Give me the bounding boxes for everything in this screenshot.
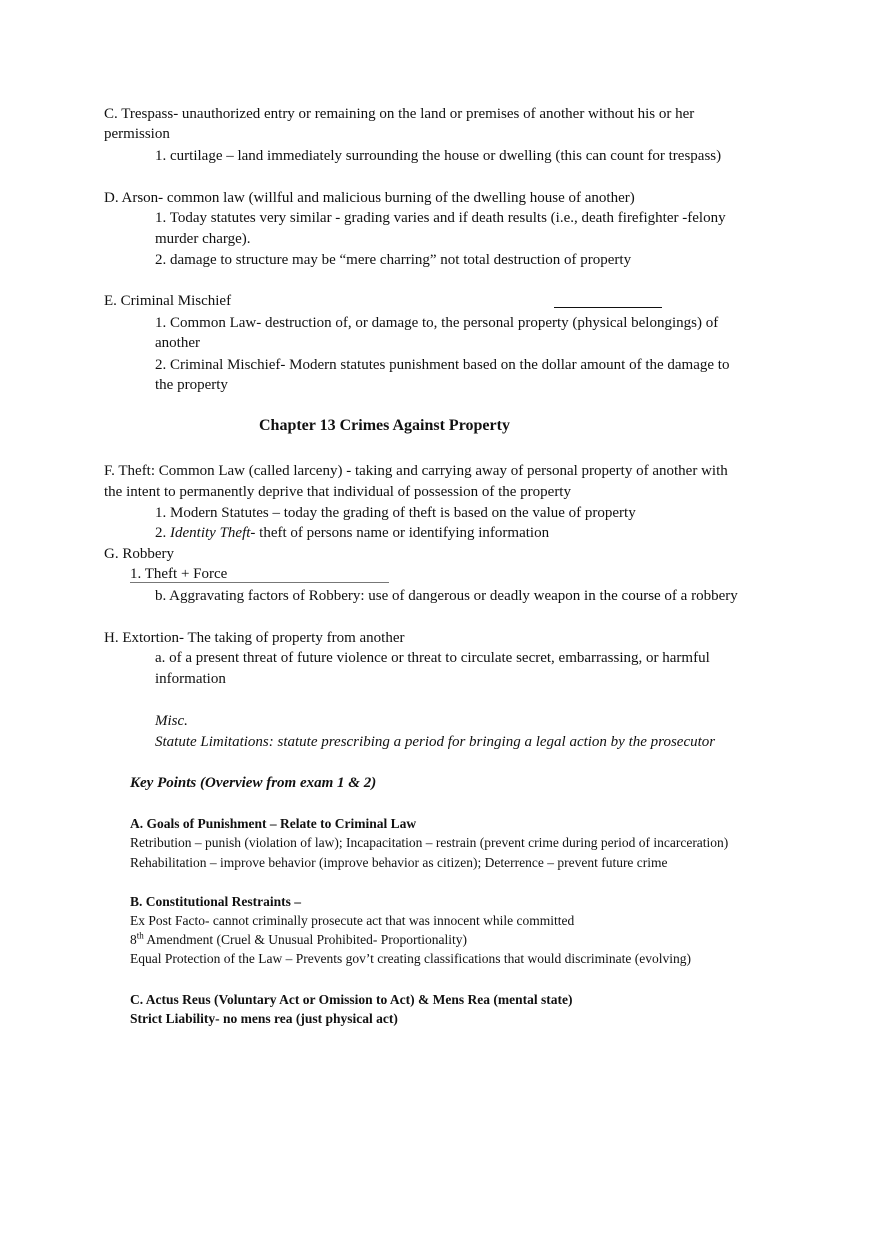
arson-item1-line1: 1. Today statutes very similar - grading varies and if death results (i.e., death firefighter -felony: [155, 210, 726, 226]
theft-item-modern-statutes: 1. Modern Statutes – today the grading of theft is based on the value of property: [155, 505, 636, 521]
mischief-heading: E. Criminal Mischief: [104, 293, 232, 309]
extortion-heading: H. Extortion- The taking of property from another: [104, 630, 405, 646]
strict-liability: Strict Liability- no mens rea (just physical act): [130, 1011, 398, 1026]
amendment-ordinal: th: [136, 930, 144, 941]
constitutional-eighth-amendment: [130, 931, 467, 949]
extortion-item-a-line1: a. of a present threat of future violence or threat to circulate secret, embarrassing, or harmful: [155, 650, 710, 666]
actus-reus-heading: C. Actus Reus (Voluntary Act or Omission to Act) & Mens Rea (mental state): [130, 992, 573, 1007]
identity-theft-definition: - theft of persons name or identifying information: [250, 525, 550, 541]
theft-item-identity-theft: [155, 524, 549, 542]
trespass-item-curtilage: 1. curtilage – land immediately surrounding the house or dwelling (this can count for trespass): [155, 148, 722, 164]
robbery-item-theft-force: 1. Theft + Force: [130, 566, 228, 582]
amendment-number: 8: [130, 932, 137, 947]
goals-line1: Retribution – punish (violation of law); Incapacitation – restrain (prevent crime during period of incarceration): [130, 835, 729, 850]
identity-theft-term: Identity Theft: [170, 525, 251, 541]
trespass-heading-line2: permission: [104, 126, 170, 142]
constitutional-heading: B. Constitutional Restraints –: [130, 894, 302, 909]
misc-statute-limitations: Statute Limitations: statute prescribing a period for bringing a legal action by the prosecutor: [155, 734, 716, 750]
robbery-heading: G. Robbery: [104, 546, 174, 562]
trespass-heading-line1: C. Trespass- unauthorized entry or remaining on the land or premises of another without his or her: [104, 106, 695, 122]
extortion-item-a-line2: information: [155, 671, 226, 687]
robbery-underline: [130, 582, 389, 583]
mischief-item2-line1: 2. Criminal Mischief- Modern statutes punishment based on the dollar amount of the damage to: [155, 357, 730, 373]
theft-heading-line1: F. Theft: Common Law (called larceny) - taking and carrying away of personal property of another with: [104, 463, 728, 479]
robbery-item-aggravating: b. Aggravating factors of Robbery: use of dangerous or deadly weapon in the course of a robbery: [155, 588, 738, 604]
goals-heading: A. Goals of Punishment – Relate to Criminal Law: [130, 816, 417, 831]
chapter-title: Chapter 13 Crimes Against Property: [259, 417, 510, 434]
theft-heading-line2: the intent to permanently deprive that individual of possession of the property: [104, 484, 571, 500]
mischief-item1-line2: another: [155, 335, 200, 351]
misc-label: Misc.: [155, 713, 188, 729]
identity-theft-number: 2.: [155, 525, 170, 541]
arson-item2: 2. damage to structure may be “mere charring” not total destruction of property: [155, 252, 632, 268]
arson-item1-line2: murder charge).: [155, 231, 251, 247]
mischief-item2-line2: the property: [155, 377, 228, 393]
constitutional-equal-protection: Equal Protection of the Law – Prevents gov’t creating classifications that would discriminate (evolving): [130, 951, 691, 966]
goals-line2: Rehabilitation – improve behavior (improve behavior as citizen); Deterrence – prevent future crime: [130, 855, 668, 870]
arson-heading: D. Arson- common law (willful and malicious burning of the dwelling house of another): [104, 190, 635, 206]
blank-underline: [554, 307, 662, 308]
amendment-text: Amendment (Cruel & Unusual Prohibited- Proportionality): [143, 932, 467, 947]
key-points-title: Key Points (Overview from exam 1 & 2): [130, 775, 377, 791]
mischief-item1-line1: 1. Common Law- destruction of, or damage to, the personal property (physical belongings) of: [155, 315, 719, 331]
constitutional-ex-post-facto: Ex Post Facto- cannot criminally prosecute act that was innocent while committed: [130, 913, 575, 928]
